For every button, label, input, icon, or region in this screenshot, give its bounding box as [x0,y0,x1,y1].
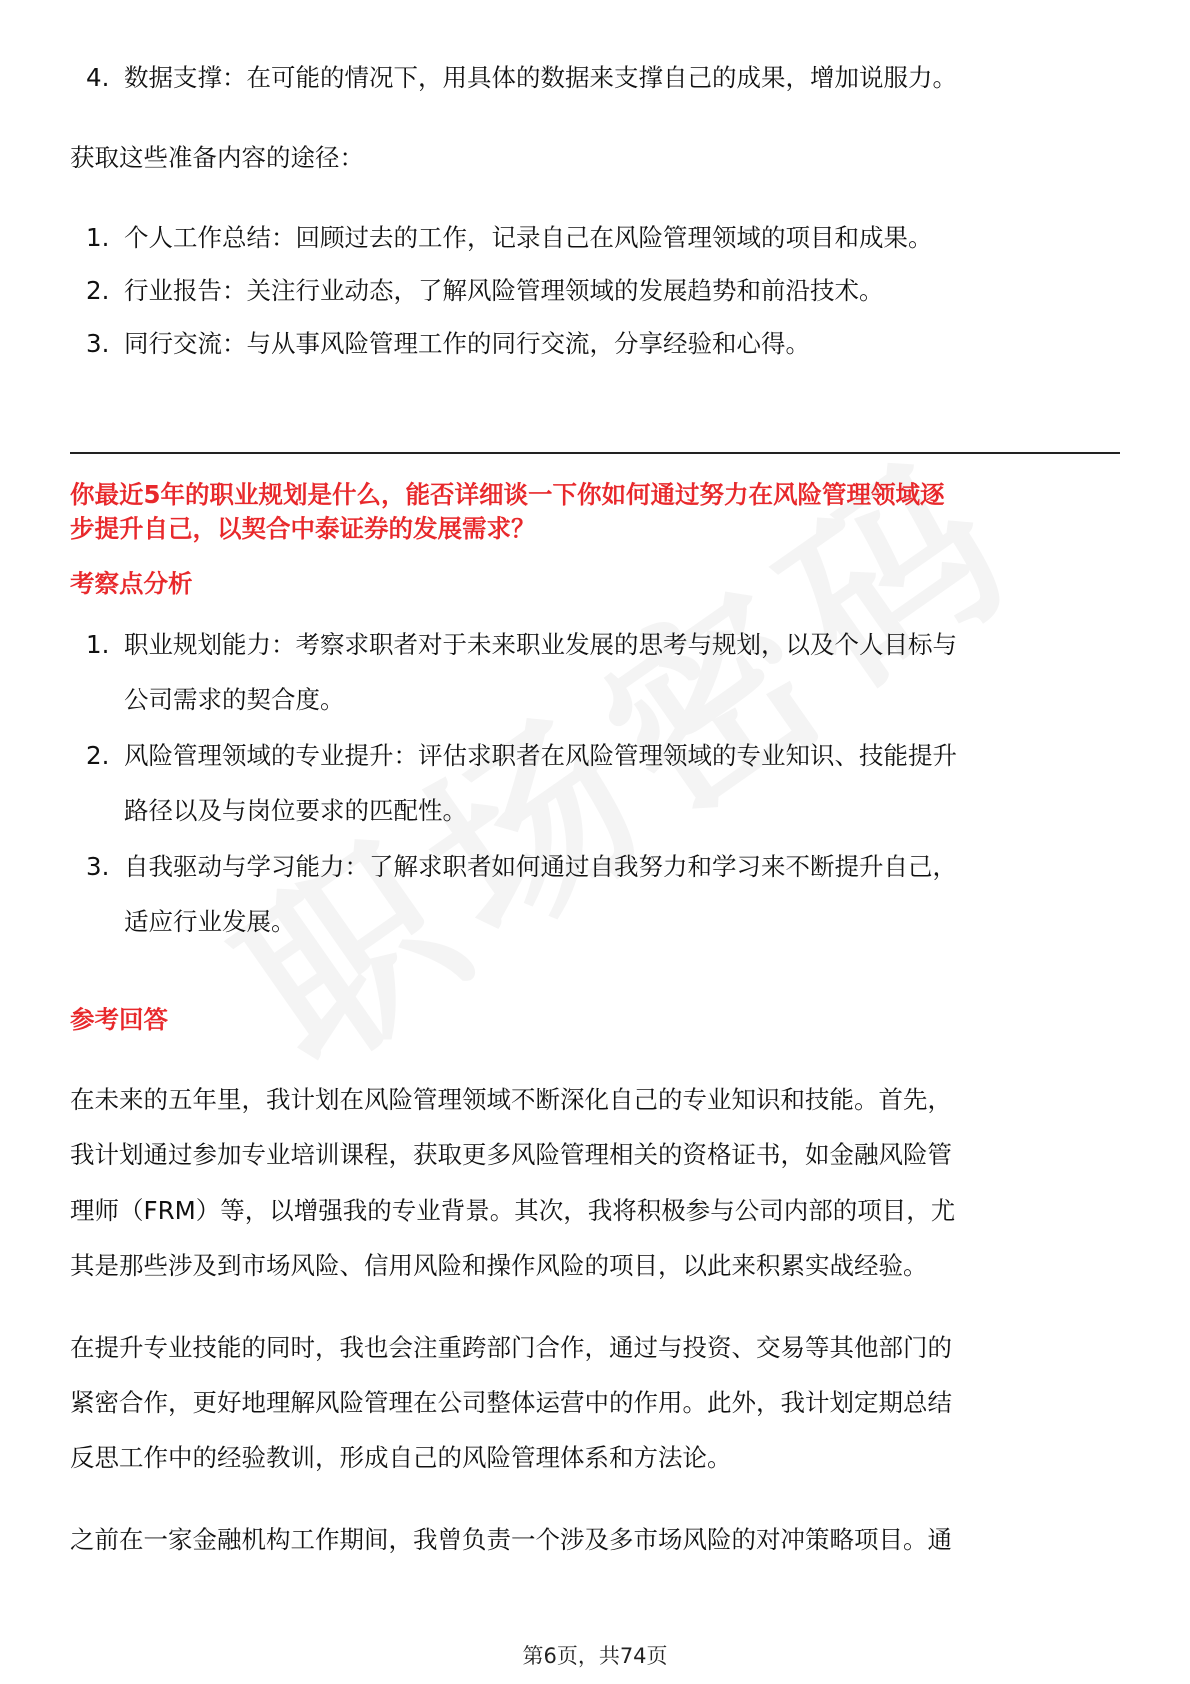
list-text: 同行交流：与从事风险管理工作的同行交流，分享经验和心得。 [124,329,810,358]
paragraph-line: 在未来的五年里，我计划在风险管理领域不断深化自己的专业知识和技能。首先， [70,1085,952,1114]
list-text: 自我驱动与学习能力：了解求职者如何通过自我努力和学习来不断提升自己， [124,852,957,881]
paragraph-line: 之前在一家金融机构工作期间，我曾负责一个涉及多市场风险的对冲策略项目。通 [70,1525,952,1554]
answer-heading: 参考回答 [70,1005,168,1034]
paragraph-line: 我计划通过参加专业培训课程，获取更多风险管理相关的资格证书，如金融风险管 [70,1140,952,1169]
paragraph-line: 反思工作中的经验教训，形成自己的风险管理体系和方法论。 [70,1443,732,1472]
page-footer: 第6页，共74页 [522,1644,668,1668]
list-number: 3. [86,852,110,881]
paragraph-line: 在提升专业技能的同时，我也会注重跨部门合作，通过与投资、交易等其他部门的 [70,1333,952,1362]
analysis-heading: 考察点分析 [70,569,193,598]
list-number: 2. [86,741,110,770]
list-number: 2. [86,276,110,305]
question-line-1: 你最近5年的职业规划是什么，能否详细谈一下你如何通过努力在风险管理领域逐 [70,480,945,509]
list-number: 3. [86,329,110,358]
list-text: 路径以及与岗位要求的匹配性。 [124,796,467,825]
list-text: 行业报告：关注行业动态，了解风险管理领域的发展趋势和前沿技术。 [124,276,884,305]
list-number: 1. [86,630,110,659]
paragraph-line: 其是那些涉及到市场风险、信用风险和操作风险的项目，以此来积累实战经验。 [70,1251,928,1280]
question-line-2: 步提升自己，以契合中泰证券的发展需求？ [70,514,536,543]
paragraph-line: 理师（FRM）等，以增强我的专业背景。其次，我将积极参与公司内部的项目，尤 [70,1196,956,1225]
list-text: 风险管理领域的专业提升：评估求职者在风险管理领域的专业知识、技能提升 [124,741,957,770]
list-text: 数据支撑：在可能的情况下，用具体的数据来支撑自己的成果，增加说服力。 [124,63,957,92]
divider [70,452,1120,454]
list-number: 4. [86,63,110,92]
list-text: 适应行业发展。 [124,907,296,936]
list-text: 个人工作总结：回顾过去的工作，记录自己在风险管理领域的项目和成果。 [124,223,933,252]
list-number: 1. [86,223,110,252]
paragraph-line: 紧密合作，更好地理解风险管理在公司整体运营中的作用。此外，我计划定期总结 [70,1388,952,1417]
list-text: 职业规划能力：考察求职者对于未来职业发展的思考与规划，以及个人目标与 [124,630,957,659]
list-text: 公司需求的契合度。 [124,685,345,714]
sources-title: 获取这些准备内容的途径： [70,143,364,172]
